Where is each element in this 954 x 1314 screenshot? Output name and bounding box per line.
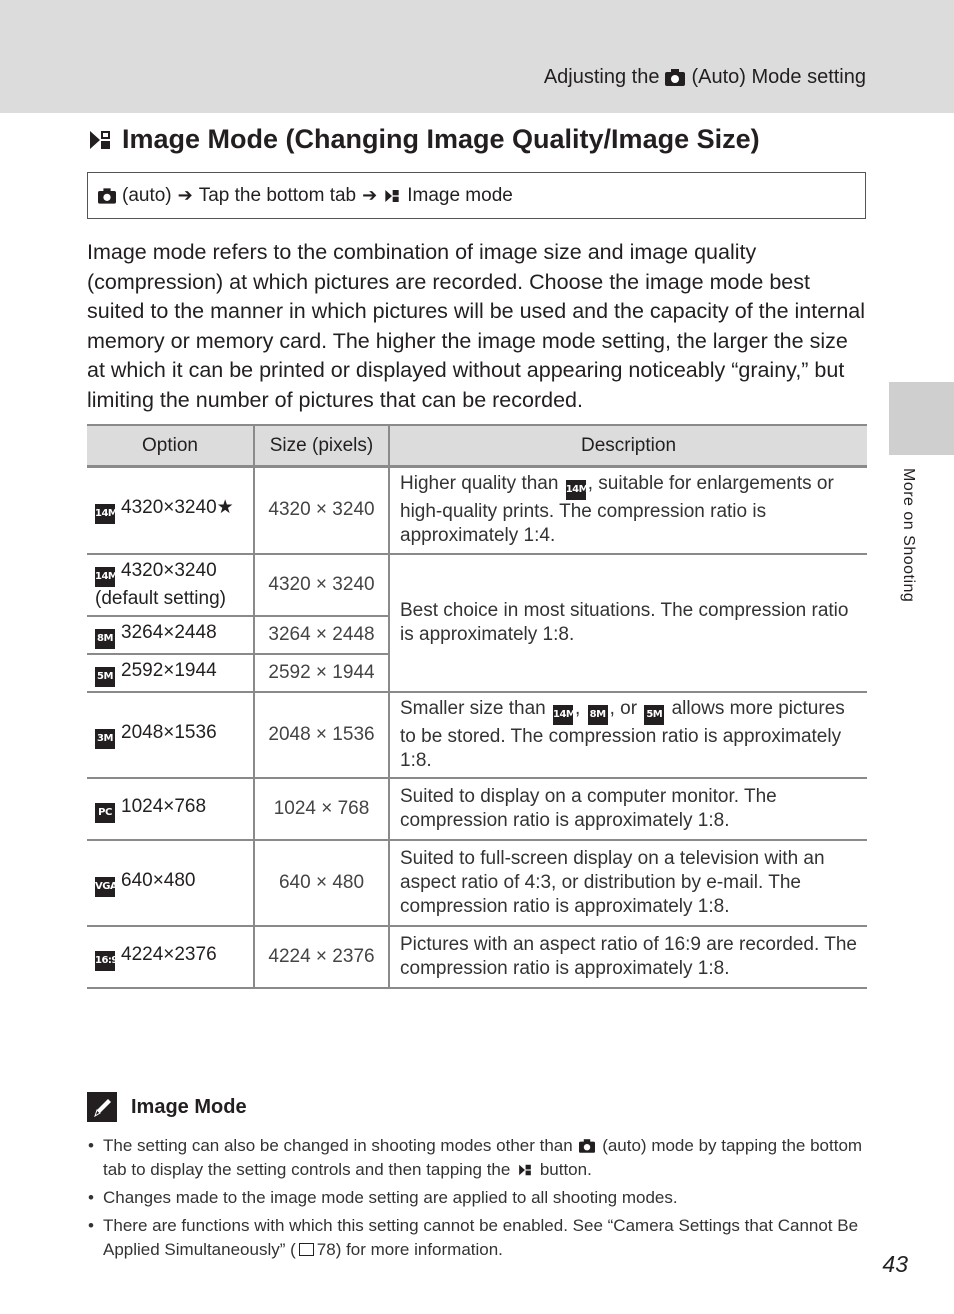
section-side-tab	[889, 382, 954, 455]
image-mode-icon	[383, 188, 401, 204]
note-bullet: • There are functions with which this setting cannot be enabled. See “Camera Settings that Cannot Be Applied Simultaneously” ( 78) for more information.	[103, 1214, 867, 1262]
mode-5m-icon: 5M	[95, 667, 115, 687]
path-seg-auto: (auto)	[122, 184, 172, 206]
mode-8m-icon: 8M	[588, 705, 608, 725]
size-cell: 3264 × 2448	[254, 616, 389, 654]
option-cell: VGA 640×480	[87, 840, 254, 926]
arrow-right-icon: ➔	[362, 185, 378, 205]
image-mode-table	[87, 424, 867, 989]
option-cell: PC 1024×768	[87, 778, 254, 840]
option-cell: 8M 3264×2448	[87, 616, 254, 654]
table-row	[87, 692, 867, 778]
size-cell: 4320 × 3240	[254, 554, 389, 616]
note-bullet: • Changes made to the image mode setting are applied to all shooting modes.	[103, 1186, 867, 1210]
description-cell: Suited to full-screen display on a television with an aspect ratio of 4:3, or distribution by e-mail. The compression ratio is approximately 1:8.	[389, 840, 867, 926]
col-header-description: Description	[389, 425, 867, 467]
size-cell: 640 × 480	[254, 840, 389, 926]
camera-auto-icon	[579, 1136, 595, 1150]
size-cell: 2592 × 1944	[254, 654, 389, 692]
menu-path-box	[87, 172, 866, 219]
intro-paragraph: Image mode refers to the combination of image size and image quality (compression) at which pictures are recorded. Choose the image mode best suited to the manner in which pictures will be used and the capacity of the internal memory or memory card. The higher the image mode setting, the larger the size at which it can be printed or displayed without appearing noticeably “grainy,” but limiting the number of pictures that can be recorded.	[87, 240, 866, 412]
table-header-row	[87, 425, 867, 467]
camera-auto-icon	[665, 69, 685, 86]
arrow-right-icon: ➔	[177, 185, 193, 205]
description-cell: Pictures with an aspect ratio of 16:9 are recorded. The compression ratio is approximately 1:8.	[389, 926, 867, 988]
table-row	[87, 554, 867, 616]
header-band	[0, 0, 954, 113]
description-cell: Higher quality than 14M, suitable for enlargements or high-quality prints. The compression ratio is approximately 1:4.	[389, 467, 867, 554]
header-suffix: (Auto) Mode setting	[691, 66, 866, 88]
book-ref-icon	[299, 1243, 314, 1256]
size-cell: 4320 × 3240	[254, 467, 389, 554]
header-prefix: Adjusting the	[543, 66, 660, 88]
page-title: Image Mode (Changing Image Quality/Image Size)	[88, 124, 760, 155]
path-seg-image-mode: Image mode	[407, 184, 513, 206]
pencil-note-icon	[87, 1092, 117, 1122]
note-bullet: • The setting can also be changed in shooting modes other than (auto) mode by tapping the bottom tab to display the setting controls and then tapping the button.	[103, 1134, 867, 1182]
side-tab-label: More on Shooting	[900, 468, 917, 603]
image-mode-icon	[88, 128, 112, 152]
note-section	[87, 1092, 867, 1266]
mode-5m-icon: 5M	[644, 705, 664, 725]
option-cell: 16:9 4224×2376	[87, 926, 254, 988]
note-title: Image Mode	[87, 1092, 867, 1122]
table-row	[87, 926, 867, 988]
image-mode-icon	[517, 1160, 533, 1174]
description-cell: Suited to display on a computer monitor. The compression ratio is approximately 1:8.	[389, 778, 867, 840]
col-header-size: Size (pixels)	[254, 425, 389, 467]
table-row	[87, 840, 867, 926]
page-number: 43	[882, 1251, 908, 1277]
mode-14m-icon: 14M	[553, 705, 573, 725]
option-cell: 14M 4320×3240 (default setting)	[87, 554, 254, 616]
running-header	[544, 66, 866, 89]
col-header-option: Option	[87, 425, 254, 467]
description-cell: Smaller size than 14M, 8M , or 5M allows more pictures to be stored. The compression ratio is approximately 1:8.	[389, 692, 867, 778]
path-seg-tab: Tap the bottom tab	[198, 184, 357, 206]
mode-pc-icon: PC	[95, 803, 115, 823]
mode-16-9-icon: 16:9	[95, 951, 115, 971]
option-cell: 5M 2592×1944	[87, 654, 254, 692]
size-cell: 2048 × 1536	[254, 692, 389, 778]
description-cell: Best choice in most situations. The compression ratio is approximately 1:8.	[389, 554, 867, 692]
mode-14m-icon: 14M	[95, 567, 115, 587]
size-cell: 1024 × 768	[254, 778, 389, 840]
table-row	[87, 778, 867, 840]
mode-14m-star-icon: 14M	[95, 504, 115, 524]
mode-vga-icon: VGA	[95, 877, 115, 897]
note-list	[87, 1134, 867, 1262]
table-row	[87, 467, 867, 554]
camera-auto-icon	[98, 188, 116, 204]
mode-3m-icon: 3M	[95, 729, 115, 749]
mode-14m-icon: 14M	[566, 480, 586, 500]
mode-8m-icon: 8M	[95, 629, 115, 649]
option-cell: 14M 4320×3240★	[87, 467, 254, 554]
size-cell: 4224 × 2376	[254, 926, 389, 988]
option-cell: 3M 2048×1536	[87, 692, 254, 778]
